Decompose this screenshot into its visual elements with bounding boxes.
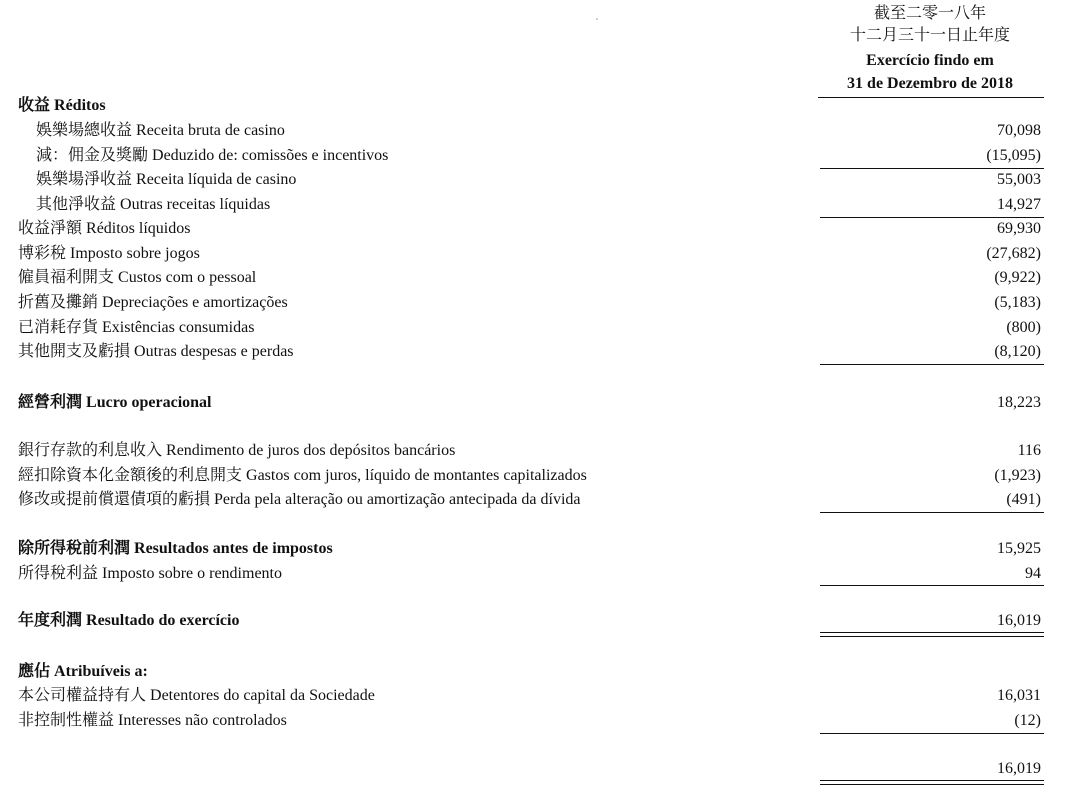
row-label-staff-costs: 僱員福利開支 Custos com o pessoal bbox=[18, 269, 257, 286]
column-header-underline bbox=[818, 97, 1044, 98]
row-label-other-net: 其他淨收益 Outras receitas líquidas bbox=[36, 196, 271, 213]
row-label-debt-loss: 修改或提前償還債項的虧損 Perda pela alteração ou amortização antecipada da dívida bbox=[18, 491, 581, 508]
subtotal-rule bbox=[820, 733, 1044, 734]
row-label-depreciation: 折舊及攤銷 Depreciações e amortizações bbox=[18, 294, 288, 311]
row-label-pretax-profit: 除所得稅前利潤 Resultados antes de impostos bbox=[18, 540, 333, 557]
total-double-rule bbox=[820, 632, 1044, 637]
row-value-inventories: (800) bbox=[1006, 319, 1041, 336]
row-value-owners: 16,031 bbox=[997, 687, 1041, 704]
row-value-net-revenue: 69,930 bbox=[997, 220, 1041, 237]
row-value-income-tax: 94 bbox=[1025, 565, 1041, 582]
column-header-zh-2: 十二月三十一日止年度 bbox=[849, 27, 1010, 44]
column-header-pt-2: 31 de Dezembro de 2018 bbox=[847, 75, 1013, 92]
row-value-operating-profit: 18,223 bbox=[997, 394, 1041, 411]
attributable-heading: 應佔 Atribuíveis a: bbox=[18, 663, 148, 680]
row-label-gross-casino: 娛樂場總收益 Receita bruta de casino bbox=[36, 122, 285, 139]
row-label-owners: 本公司權益持有人 Detentores do capital da Sociedade bbox=[18, 687, 375, 704]
row-value-gross-casino: 70,098 bbox=[997, 122, 1041, 139]
subtotal-rule bbox=[820, 168, 1044, 169]
row-label-net-revenue: 收益淨額 Réditos líquidos bbox=[18, 220, 191, 237]
row-value-net-casino: 55,003 bbox=[997, 171, 1041, 188]
row-value-interest-income: 116 bbox=[1017, 442, 1041, 459]
row-value-other-net: 14,927 bbox=[997, 196, 1041, 213]
row-label-net-casino: 娛樂場淨收益 Receita líquida de casino bbox=[36, 171, 297, 188]
column-header-pt-1: Exercício findo em bbox=[866, 52, 994, 69]
row-label-other-expenses: 其他開支及虧損 Outras despesas e perdas bbox=[18, 343, 294, 360]
row-label-operating-profit: 經營利潤 Lucro operacional bbox=[18, 394, 212, 411]
row-label-year-profit: 年度利潤 Resultado do exercício bbox=[18, 612, 240, 629]
row-value-debt-loss: (491) bbox=[1006, 491, 1041, 508]
row-label-less-commissions: 減：佣金及獎勵 Deduzido de: comissões e incentivos bbox=[36, 147, 389, 164]
row-label-nci: 非控制性權益 Interesses não controlados bbox=[18, 712, 287, 729]
row-label-gaming-tax: 博彩稅 Imposto sobre jogos bbox=[18, 245, 200, 262]
row-value-less-commissions: (15,095) bbox=[986, 147, 1041, 164]
subtotal-rule bbox=[820, 364, 1044, 365]
total-double-rule bbox=[820, 780, 1044, 785]
row-value-year-profit: 16,019 bbox=[997, 612, 1041, 629]
row-label-interest-expense: 經扣除資本化金額後的利息開支 Gastos com juros, líquido de montantes capitalizados bbox=[18, 467, 587, 484]
subtotal-rule bbox=[820, 217, 1044, 218]
row-value-pretax-profit: 15,925 bbox=[997, 540, 1041, 557]
revenue-heading: 收益 Réditos bbox=[18, 97, 106, 114]
row-label-income-tax: 所得稅利益 Imposto sobre o rendimento bbox=[18, 565, 282, 582]
row-label-interest-income: 銀行存款的利息收入 Rendimento de juros dos depósitos bancários bbox=[18, 442, 456, 459]
subtotal-rule bbox=[820, 585, 1044, 586]
column-header-zh-1: 截至二零一八年 bbox=[873, 5, 986, 22]
row-value-gaming-tax: (27,682) bbox=[986, 245, 1041, 262]
subtotal-rule bbox=[820, 512, 1044, 513]
row-value-interest-expense: (1,923) bbox=[994, 467, 1041, 484]
row-value-depreciation: (5,183) bbox=[994, 294, 1041, 311]
row-value-nci: (12) bbox=[1014, 712, 1041, 729]
row-label-inventories: 已消耗存貨 Existências consumidas bbox=[18, 319, 255, 336]
row-value-total: 16,019 bbox=[997, 760, 1041, 777]
row-value-other-expenses: (8,120) bbox=[994, 343, 1041, 360]
scan-artifact bbox=[596, 18, 598, 20]
row-value-staff-costs: (9,922) bbox=[994, 269, 1041, 286]
